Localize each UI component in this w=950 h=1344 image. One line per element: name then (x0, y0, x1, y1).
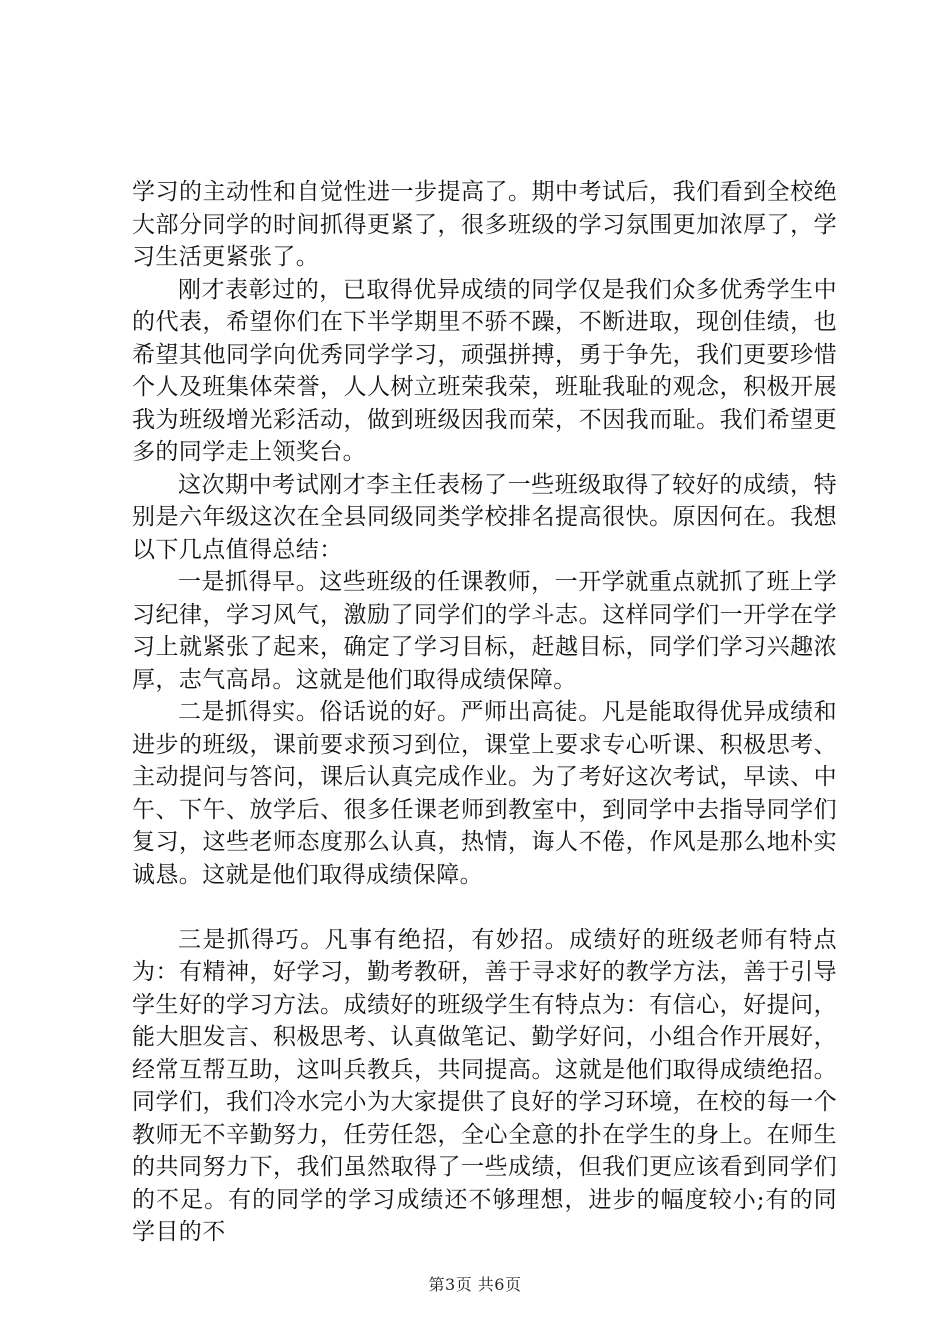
page-number-footer: 第3页 共6页 (428, 1275, 522, 1294)
paragraph-point-three: 三是抓得巧。凡事有绝招，有妙招。成绩好的班级老师有特点为：有精神，好学习，勤考教研，善于寻求好的教学方法，善于引导学生好的学习方法。成绩好的班级学生有特点为：有信心，好提问，能大胆发言、积极思考、认真做笔记、勤学好问，小组合作开展好，经常互帮互助，这叫兵教兵，共同提高。这就是他们取得成绩绝招。同学们，我们冷水完小为大家提供了良好的学习环境，在校的每一个教师无不辛勤努力，任劳任怨，全心全意的扑在学生的身上。在师生的共同努力下，我们虽然取得了一些成绩，但我们更应该看到同学们的不足。有的同学的学习成绩还不够理想，进步的幅度较小;有的同学目的不 (132, 926, 837, 1245)
paragraph-commendation: 刚才表彰过的，已取得优异成绩的同学仅是我们众多优秀学生中的代表，希望你们在下半学期里不骄不躁，不断进取，现创佳绩，也希望其他同学向优秀同学学习，顽强拼搏，勇于争先，我们更要珍惜个人及班集体荣誉，人人树立班荣我荣，班耻我耻的观念，积极开展我为班级增光彩活动，做到班级因我而荣，不因我而耻。我们希望更多的同学走上领奖台。 (132, 276, 837, 465)
document-body (132, 176, 837, 1249)
paragraph-exam-results: 这次期中考试刚才李主任表杨了一些班级取得了较好的成绩，特别是六年级这次在全县同级同类学校排名提高很快。原因何在。我想以下几点值得总结： (132, 471, 837, 563)
paragraph-continuation: 学习的主动性和自觉性进一步提高了。期中考试后，我们看到全校绝大部分同学的时间抓得更紧了，很多班级的学习氛围更加浓厚了，学习生活更紧张了。 (132, 179, 837, 270)
paragraph-point-one: 一是抓得早。这些班级的任课教师，一开学就重点就抓了班上学习纪律，学习风气，激励了同学们的学斗志。这样同学们一开学在学习上就紧张了起来，确定了学习目标，赶越目标，同学们学习兴趣浓厚，志气高昂。这就是他们取得成绩保障。 (132, 569, 837, 693)
paragraph-point-two: 二是抓得实。俗话说的好。严师出高徒。凡是能取得优异成绩和进步的班级，课前要求预习到位，课堂上要求专心听课、积极思考、主动提问与答问，课后认真完成作业。为了考好这次考试，早读、中午、下午、放学后、很多任课老师到教室中，到同学中去指导同学们复习，这些老师态度那么认真，热情，诲人不倦，作风是那么地朴实诚恳。这就是他们取得成绩保障。 (132, 699, 837, 888)
